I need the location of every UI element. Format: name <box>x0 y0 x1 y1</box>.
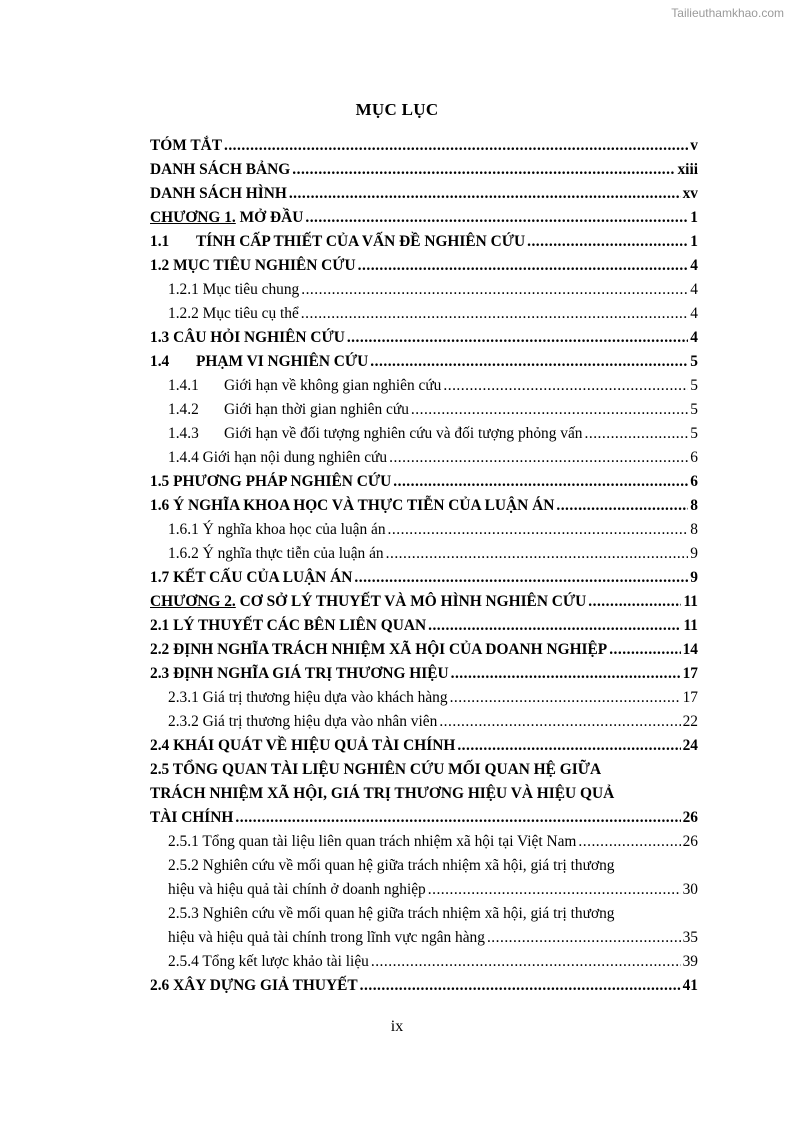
toc-entry-page: 26 <box>682 809 698 826</box>
dot-leader <box>305 206 688 230</box>
toc-entry-text: DANH SÁCH HÌNH <box>150 185 287 202</box>
toc-entry[interactable] <box>150 494 698 518</box>
toc-entry-text: 1.2.1 Mục tiêu chung <box>168 281 300 298</box>
dot-leader <box>585 422 689 446</box>
toc-entry-line[interactable]: 2.5.2 Nghiên cứu về mối quan hệ giữa trách nhiệm xã hội, giá trị thương <box>168 857 615 874</box>
dot-leader <box>527 230 688 254</box>
dot-leader <box>393 470 688 494</box>
dot-leader <box>354 566 688 590</box>
toc-entry-number: 1.1 <box>150 233 170 250</box>
toc-entry-text: 2.1 LÝ THUYẾT CÁC BÊN LIÊN QUAN <box>150 617 427 634</box>
toc-entry-text: TÍNH CẤP THIẾT CỦA VẤN ĐỀ NGHIÊN CỨU <box>196 233 526 250</box>
dot-leader <box>487 926 681 950</box>
toc-entry-line[interactable]: 2.5 TỔNG QUAN TÀI LIỆU NGHIÊN CỨU MỐI QUAN HỆ GIỮA <box>150 761 602 778</box>
toc-entry[interactable] <box>150 374 698 398</box>
toc-entry[interactable] <box>150 926 698 950</box>
dot-leader <box>578 830 680 854</box>
toc-entry-page: 35 <box>682 929 698 946</box>
toc-entry-label <box>150 254 356 278</box>
dot-leader <box>347 326 688 350</box>
table-of-contents <box>150 134 698 998</box>
toc-entry-label <box>150 182 287 206</box>
toc-entry[interactable] <box>150 278 698 302</box>
toc-entry-text: Giới hạn thời gian nghiên cứu <box>224 401 409 418</box>
dot-leader <box>370 350 688 374</box>
dot-leader <box>556 494 688 518</box>
toc-entry-text: CƠ SỞ LÝ THUYẾT VÀ MÔ HÌNH NGHIÊN CỨU <box>235 593 587 610</box>
toc-entry-label <box>150 230 525 254</box>
toc-entry-page: 17 <box>682 665 698 682</box>
dot-leader <box>609 638 680 662</box>
toc-entry-text: 1.4.4 Giới hạn nội dung nghiên cứu <box>168 449 388 466</box>
toc-entry-page: 39 <box>682 953 698 970</box>
toc-entry-number: 1.4.1 <box>168 377 199 394</box>
toc-entry-text: 2.3.1 Giá trị thương hiệu dựa vào khách hàng <box>168 689 448 706</box>
toc-entry-page: 22 <box>682 713 698 730</box>
toc-entry[interactable] <box>150 566 698 590</box>
toc-entry-page: 5 <box>690 377 698 394</box>
toc-entry-label <box>150 614 426 638</box>
toc-entry-label <box>168 686 448 710</box>
toc-entry-text: 1.3 CÂU HỎI NGHIÊN CỨU <box>150 329 345 346</box>
toc-entry[interactable] <box>150 518 698 542</box>
page-title: MỤC LỤC <box>355 100 439 119</box>
toc-entry-page: 8 <box>690 497 698 514</box>
toc-entry[interactable] <box>150 254 698 278</box>
chapter-prefix: CHƯƠNG 2. <box>150 593 236 610</box>
toc-entry-page: 26 <box>682 833 698 850</box>
toc-entry[interactable] <box>150 446 698 470</box>
toc-entry-page: v <box>690 137 698 154</box>
toc-entry-page: 4 <box>690 305 698 322</box>
toc-entry-label <box>150 206 303 230</box>
toc-entry[interactable] <box>150 182 698 206</box>
toc-entry-label <box>150 326 345 350</box>
toc-entry-text: TÀI CHÍNH <box>150 809 234 826</box>
toc-entry[interactable] <box>150 974 698 998</box>
toc-entry-text: 1.7 KẾT CẤU CỦA LUẬN ÁN <box>150 569 353 586</box>
toc-entry-label <box>150 590 586 614</box>
toc-entry-label <box>168 398 409 422</box>
dot-leader <box>371 950 681 974</box>
watermark: Tailieuthamkhao.com <box>671 6 784 20</box>
toc-entry[interactable] <box>150 662 698 686</box>
toc-entry-text: MỞ ĐẦU <box>235 209 304 226</box>
toc-entry-label <box>150 638 607 662</box>
toc-entry-page: 8 <box>690 521 698 538</box>
dot-leader <box>292 158 675 182</box>
toc-entry-text: TÓM TẮT <box>150 137 222 154</box>
toc-entry-page: 11 <box>683 617 698 634</box>
toc-entry-page: 17 <box>682 689 698 706</box>
toc-entry[interactable] <box>150 302 698 326</box>
toc-entry-page: 30 <box>682 881 698 898</box>
dot-leader <box>388 518 689 542</box>
toc-entry-page: 4 <box>690 281 698 298</box>
toc-entry-label <box>168 542 384 566</box>
toc-entry-label <box>168 710 437 734</box>
toc-entry-page: 5 <box>690 353 698 370</box>
dot-leader <box>386 542 689 566</box>
toc-entry[interactable] <box>150 686 698 710</box>
toc-entry-text: 2.5.4 Tổng kết lược khảo tài liệu <box>168 953 369 970</box>
toc-entry-page: 4 <box>690 329 698 346</box>
toc-entry-number: 1.4.2 <box>168 401 199 418</box>
toc-entry-page: 1 <box>690 209 698 226</box>
toc-entry[interactable] <box>150 422 698 446</box>
chapter-prefix: CHƯƠNG 1. <box>150 209 236 226</box>
dot-leader <box>428 878 681 902</box>
toc-entry-label <box>168 374 441 398</box>
toc-entry-text: 1.5 PHƯƠNG PHÁP NGHIÊN CỨU <box>150 473 392 490</box>
dot-leader <box>450 686 681 710</box>
toc-entry-label <box>150 158 290 182</box>
page-number: ix <box>390 1018 404 1035</box>
dot-leader <box>457 734 680 758</box>
toc-entry-text: hiệu và hiệu quả tài chính trong lĩnh vực ngân hàng <box>168 929 485 946</box>
toc-entry-page: 41 <box>682 977 698 994</box>
toc-entry-page: 1 <box>690 233 698 250</box>
toc-entry-page: 14 <box>682 641 698 658</box>
toc-entry[interactable] <box>150 398 698 422</box>
dot-leader <box>360 974 681 998</box>
toc-entry-page: 4 <box>690 257 698 274</box>
toc-entry-text: Giới hạn về đối tượng nghiên cứu và đối tượng phỏng vấn <box>224 425 583 442</box>
toc-entry-text: 1.6.1 Ý nghĩa khoa học của luận án <box>168 521 386 538</box>
toc-entry-text: 2.3 ĐỊNH NGHĨA GIÁ TRỊ THƯƠNG HIỆU <box>150 665 449 682</box>
toc-entry-text: 2.5.1 Tổng quan tài liệu liên quan trách nhiệm xã hội tại Việt Nam <box>168 833 577 850</box>
dot-leader <box>588 590 681 614</box>
toc-entry[interactable] <box>150 950 698 974</box>
toc-entry[interactable] <box>150 350 698 374</box>
toc-entry[interactable] <box>150 230 698 254</box>
toc-entry[interactable] <box>150 806 698 830</box>
toc-entry[interactable] <box>150 326 698 350</box>
dot-leader <box>358 254 689 278</box>
toc-entry-page: 5 <box>690 425 698 442</box>
toc-entry-label <box>168 422 583 446</box>
toc-entry-page: 6 <box>690 449 698 466</box>
toc-entry-label <box>168 518 386 542</box>
toc-entry-text: 1.6 Ý NGHĨA KHOA HỌC VÀ THỰC TIỄN CỦA LUẬN ÁN <box>150 497 555 514</box>
toc-entry-page: 24 <box>682 737 698 754</box>
toc-entry-label <box>150 134 222 158</box>
toc-entry-page: 6 <box>690 473 698 490</box>
toc-entry-text: 2.6 XÂY DỰNG GIẢ THUYẾT <box>150 977 358 994</box>
dot-leader <box>235 806 680 830</box>
dot-leader <box>289 182 681 206</box>
toc-entry-label <box>150 734 455 758</box>
toc-entry-label <box>150 350 368 374</box>
toc-entry-page: 9 <box>690 569 698 586</box>
toc-entry[interactable] <box>150 638 698 662</box>
toc-entry-page: xv <box>682 185 698 202</box>
toc-entry-line[interactable]: TRÁCH NHIỆM XÃ HỘI, GIÁ TRỊ THƯƠNG HIỆU VÀ HIỆU QUẢ <box>150 785 615 802</box>
toc-entry-label <box>150 566 352 590</box>
dot-leader <box>439 710 680 734</box>
toc-entry-text: 2.2 ĐỊNH NGHĨA TRÁCH NHIỆM XÃ HỘI CỦA DOANH NGHIỆP <box>150 641 608 658</box>
toc-entry-page: 11 <box>683 593 698 610</box>
toc-entry-text: PHẠM VI NGHIÊN CỨU <box>196 353 369 370</box>
toc-entry-text: 1.6.2 Ý nghĩa thực tiễn của luận án <box>168 545 384 562</box>
toc-entry[interactable] <box>150 134 698 158</box>
toc-entry[interactable] <box>150 158 698 182</box>
toc-entry-label <box>168 446 387 470</box>
toc-entry[interactable] <box>150 710 698 734</box>
toc-entry[interactable] <box>150 590 698 614</box>
dot-leader <box>443 374 688 398</box>
dot-leader <box>301 302 689 326</box>
toc-entry[interactable] <box>150 734 698 758</box>
toc-entry-page: 9 <box>690 545 698 562</box>
dot-leader <box>301 278 688 302</box>
toc-entry-label <box>150 470 391 494</box>
toc-entry-label <box>168 278 299 302</box>
toc-entry[interactable] <box>150 878 698 902</box>
toc-entry-text: Giới hạn về không gian nghiên cứu <box>224 377 442 394</box>
toc-entry-line[interactable]: 2.5.3 Nghiên cứu về mối quan hệ giữa trách nhiệm xã hội, giá trị thương <box>168 905 615 922</box>
toc-entry[interactable] <box>150 542 698 566</box>
toc-entry-label <box>150 662 449 686</box>
toc-entry[interactable] <box>150 206 698 230</box>
toc-entry-text: 2.4 KHÁI QUÁT VỀ HIỆU QUẢ TÀI CHÍNH <box>150 737 456 754</box>
dot-leader <box>428 614 681 638</box>
toc-entry[interactable] <box>150 614 698 638</box>
dot-leader <box>224 134 688 158</box>
dot-leader <box>389 446 688 470</box>
toc-entry-text: 1.2.2 Mục tiêu cụ thể <box>168 305 299 322</box>
dot-leader <box>451 662 681 686</box>
toc-entry-page: xiii <box>677 161 698 178</box>
toc-entry-text: 1.2 MỤC TIÊU NGHIÊN CỨU <box>150 257 356 274</box>
dot-leader <box>411 398 688 422</box>
toc-entry[interactable] <box>150 830 698 854</box>
toc-entry-text: hiệu và hiệu quả tài chính ở doanh nghiệp <box>168 881 426 898</box>
toc-entry-text: DANH SÁCH BẢNG <box>150 161 291 178</box>
toc-entry-label <box>150 494 554 518</box>
toc-entry-number: 1.4 <box>150 353 170 370</box>
toc-entry[interactable] <box>150 470 698 494</box>
toc-entry-text: 2.3.2 Giá trị thương hiệu dựa vào nhân viên <box>168 713 438 730</box>
toc-entry-number: 1.4.3 <box>168 425 199 442</box>
toc-entry-label <box>168 302 299 326</box>
toc-entry-page: 5 <box>690 401 698 418</box>
